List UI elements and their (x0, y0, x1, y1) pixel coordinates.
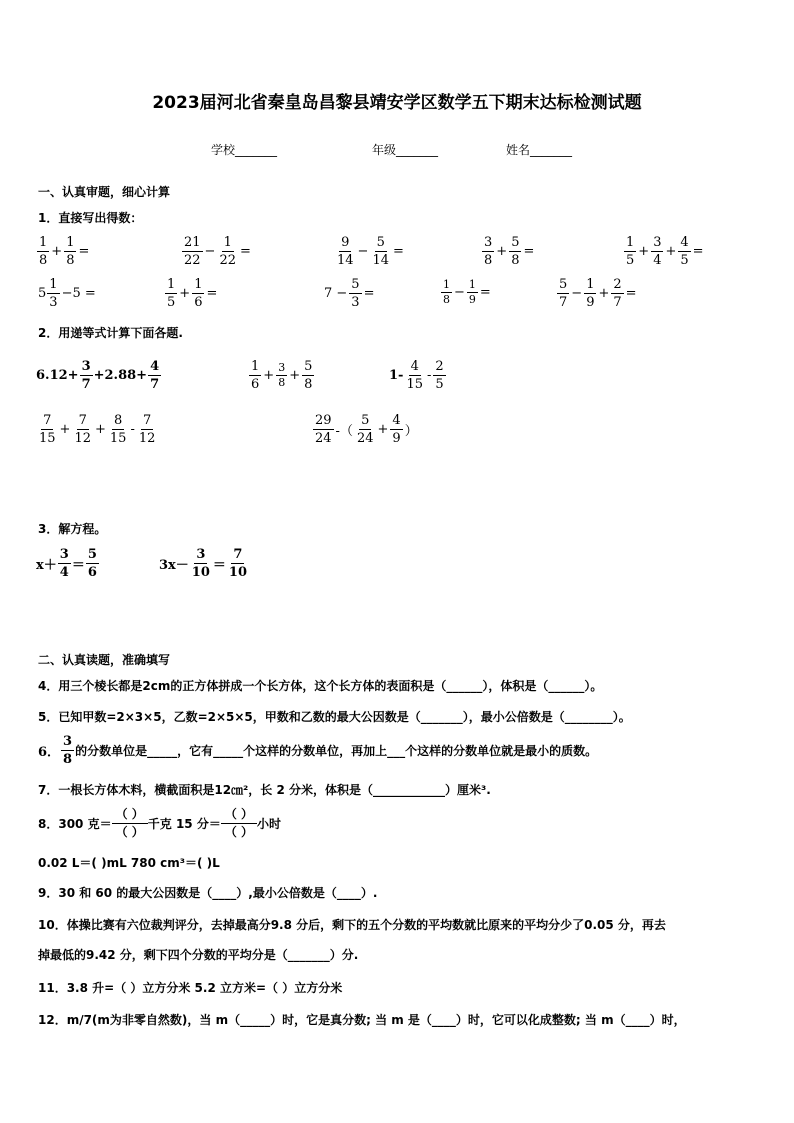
q1-expr-5: $\frac{1}{5}$ + $\frac{3}{4}$ + $\frac{4}{5}$ = (626, 235, 704, 268)
q2-expr-2: $\frac{1}{6}$ + $\frac{3}{8}$ + $\frac{5}{8}$ (251, 359, 313, 392)
q5-text: 5．已知甲数=2×3×5，乙数=2×5×5，甲数和乙数的最大公因数是（_______），最小公倍数是（________）。 (38, 710, 631, 724)
q3-equation-1: x＋ $\frac{3}{4}$ ＝ $\frac{5}{6}$ (36, 547, 97, 580)
page-title: 2023届河北省秦皇岛昌黎县靖安学区数学五下期末达标检测试题 (152, 93, 642, 113)
q1-expr-4: $\frac{3}{8}$ + $\frac{5}{8}$ = (484, 235, 535, 268)
q1-expr-7: $\frac{1}{5}$ + $\frac{1}{6}$ = (167, 277, 218, 310)
q10-text-line1: 10．体操比赛有六位裁判评分，去掉最高分9.8 分后，剩下的五个分数的平均数就比原来的平均分少了0.05 分，再去 (38, 918, 666, 932)
q8-text: 8．300 克＝ $\frac{( )}{( )}$ 千克 15 分＝ $\frac{( )}{( )}$ 小时 (38, 807, 282, 839)
q1-expr-10: $\frac{5}{7}$ − $\frac{1}{9}$ + $\frac{2}{7}$ = (559, 277, 637, 310)
section-2-heading: 二、认真读题，准确填写 (38, 653, 171, 667)
q1-label: 1．直接写出得数： (38, 211, 143, 225)
q2-expr-1: 6.12+ $\frac{3}{7}$ +2.88+ $\frac{4}{7}$ (36, 359, 160, 392)
q2-expr-3: 1- $\frac{4}{15}$ - $\frac{2}{5}$ (389, 359, 444, 392)
q6-text: 6． $\frac{3}{8}$ 的分数单位是_____，它有_____个这样的分数单位，再加上___个这样的分数单位就是最小的质数。 (38, 734, 598, 767)
q4-text: 4．用三个棱长都是2cm的正方体拼成一个长方体，这个长方体的表面积是（______），体积是（______）。 (38, 679, 603, 693)
q1-expr-1: $\frac{1}{8}$ + $\frac{1}{8}$ = (39, 235, 90, 268)
grade-field: 年级_______ (372, 143, 439, 157)
q1-expr-9: $\frac{1}{8}$ − $\frac{1}{9}$ = (443, 278, 491, 306)
q8b-text: 0.02 L＝( )mL 780 cm³＝( )L (38, 856, 220, 870)
q1-expr-6: 5 $\frac{1}{3}$ −5 = (38, 277, 96, 310)
school-field: 学校_______ (211, 143, 278, 157)
q11-text: 11．3.8 升=（ ）立方分米 5.2 立方米=（ ）立方分米 (38, 981, 343, 995)
q2-expr-5: $\frac{29}{24}$ -（ $\frac{5}{24}$ + $\frac{4}{9}$ ） (315, 413, 418, 446)
q1-expr-2: $\frac{21}{22}$ − $\frac{1}{22}$ = (184, 235, 251, 268)
q10-text-line2: 掉最低的9.42 分，剩下四个分数的平均分是（_______）分. (38, 948, 359, 962)
q2-label: 2．用递等式计算下面各题. (38, 326, 183, 340)
q1-expr-8: 7 − $\frac{5}{3}$ = (324, 277, 375, 310)
section-1-heading: 一、认真审题，细心计算 (38, 185, 171, 199)
q3-equation-2: 3x－ $\frac{3}{10}$ ＝ $\frac{7}{10}$ (159, 547, 247, 580)
q3-label: 3．解方程。 (38, 522, 107, 536)
q12-text: 12．m/7(m为非零自然数)，当 m（_____）时，它是真分数; 当 m 是（____）时，它可以化成整数; 当 m（____）时， (38, 1013, 686, 1027)
q9-text: 9．30 和 60 的最大公因数是（____）,最小公倍数是（____）. (38, 886, 378, 900)
q1-expr-3: $\frac{9}{14}$ − $\frac{5}{14}$ = (337, 235, 404, 268)
q2-expr-4: $\frac{7}{15}$ + $\frac{7}{12}$ + $\frac{8}{15}$ - $\frac{7}{12}$ (39, 413, 156, 446)
q7-text: 7．一根长方体木料，横截面积是12㎝²，长 2 分米，体积是（____________）厘米³. (38, 783, 491, 797)
name-field: 姓名_______ (506, 143, 573, 157)
